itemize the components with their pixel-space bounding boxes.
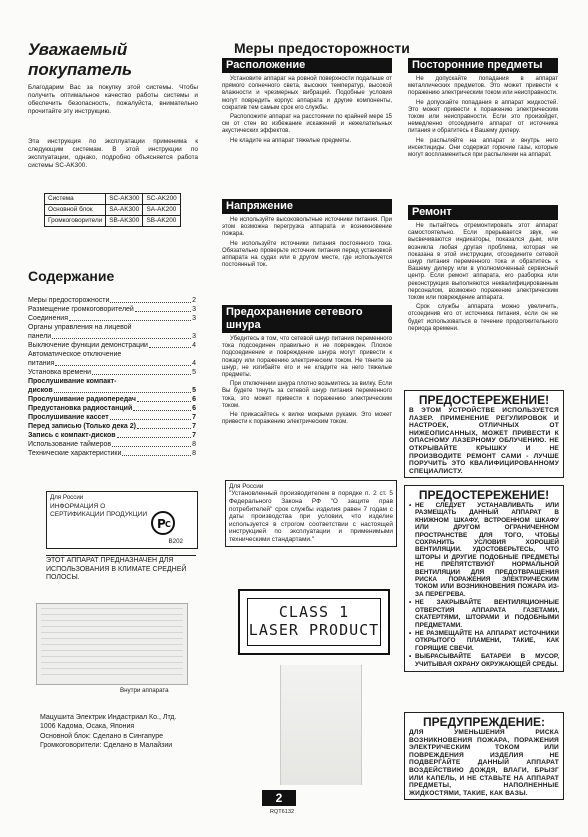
caution-ventilation-item: [409, 653, 559, 668]
maker-line: 1006 Кадома, Осака, Япония: [40, 723, 135, 731]
caution-laser-box: [404, 390, 564, 478]
toc-item: [28, 386, 196, 395]
repair-section: [408, 205, 558, 335]
models-table-wrap: [44, 193, 181, 227]
intro-text-2: Эта инструкция по эксплуатации применима к следующим системам. В этой инструкции по эксплуатации, однако, подробно объясняется работа системы SC-AK300.: [28, 138, 198, 169]
toc-leader: [117, 431, 192, 438]
toc-item: [28, 377, 196, 386]
caution-ventilation-item-text: НЕ СЛЕДУЕТ УСТАНАВЛИВАТЬ ИЛИ РАЗМЕЩАТЬ ДАННЫЙ АППАРАТ В КНИЖНОМ ШКАФУ, ВСТРОЕННОМ ШКАФУ ИЛИ ДРУГОМ ОГРАНИЧЕННОМ ПРОСТРАНСТВЕ ДЛЯ ТОГО, ЧТОБЫ СОХРАНИТЬ УСЛОВИЯ ХОРОШЕЙ ВЕНТИЛЯЦИИ. УДОСТОВЕРЬТЕСЬ, ЧТО ШТОРЫ И ДРУГИЕ ПОДОБНЫЕ ПРЕДМЕТЫ НЕ ПРЕПЯТСТВУЮТ НОРМАЛЬНОЙ ВЕНТИЛЯЦИИ ДЛЯ ПРЕДОТВРАЩЕНИЯ РИСКА ПОРАЖЕНИЯ ЭЛЕКТРИЧЕСКИМ ТОКОМ ИЛИ ВОЗНИКНОВЕНИЯ ПОЖАРА ИЗ-ЗА ПЕРЕГРЕВА.: [415, 502, 559, 598]
toc-list: [28, 296, 196, 458]
toc-item-page: 3: [192, 306, 196, 313]
caution-ventilation-item: [409, 599, 559, 629]
toc-item-label: Органы управления на лицевой: [28, 324, 132, 331]
russia-box-header: Для России: [229, 483, 264, 490]
toc-leader: [92, 368, 191, 375]
caution-ventilation-title: ПРЕДОСТЕРЕЖЕНИЕ!: [418, 488, 550, 502]
models-table: [44, 193, 181, 227]
toc-item-page: 5: [192, 387, 196, 394]
models-table-cell: SA-AK300: [106, 205, 143, 216]
toc-item: [28, 395, 196, 404]
maker-line: Мацушита Электрик Индастриал Ко., Лтд.: [40, 714, 177, 721]
toc-item-page: 5: [192, 369, 196, 376]
caution-laser-text: В ЭТОМ УСТРОЙСТВЕ ИСПОЛЬЗУЕТСЯ ЛАЗЕР. ПРИМЕНЕНИЕ РЕГУЛИРОВОК И НАСТРОЕК, ОТЛИЧНЫХ ОТ НИЖЕОПИСАННЫХ, МОЖЕТ ПРИВЕСТИ К ОПАСНОМУ ЛАЗЕРНОМУ ОБЛУЧЕНИЮ. НЕ ОТКРЫВАЙТЕ КРЫШКУ И НЕ ПРОИЗВОДИТЕ РЕМОНТ САМИ - ЛУЧШЕ ПОРУЧИТЬ ЭТО КВАЛИФИЦИРОВАННОМУ СПЕЦИАЛИСТУ.: [409, 407, 559, 475]
models-table-cell: Основной блок: [45, 205, 106, 216]
repair-heading: Ремонт: [408, 205, 558, 220]
foreign-section: [408, 58, 558, 161]
toc-item: [28, 359, 196, 368]
voltage-section: [222, 199, 392, 271]
svg-text:P: P: [157, 517, 166, 531]
cert-header: Для России: [50, 494, 84, 501]
placement-paragraph: Установите аппарат на ровной поверхности подальше от прямого солнечного света, высоких температур, высокой влажности и чрезмерных вибраций. Подобные условия могут повредить корпус аппарата и другие компоненты, сократив тем самым срок его службы.: [222, 76, 392, 111]
caution-laser-title: ПРЕДОСТЕРЕЖЕНИЕ!: [418, 393, 550, 407]
toc-item-page: 2: [192, 297, 196, 304]
maker-line: Громкоговорители: Сделано в Малайзии: [40, 742, 173, 750]
toc-item: [28, 422, 196, 431]
models-table-cell: Система: [45, 194, 106, 205]
toc-item-page: 6: [192, 405, 196, 412]
toc-leader: [149, 341, 191, 348]
toc-item-page: 6: [192, 396, 196, 403]
toc-item-page: 3: [192, 333, 196, 340]
toc-leader: [137, 395, 191, 402]
toc-leader: [69, 314, 191, 321]
toc-title: Содержание: [28, 268, 115, 284]
cord-paragraph: При отключении шнура плотно возьмитесь за вилку. Если Вы будете тянуть за сетевой шнур питания переменного тока, это может привести к поражению электрическим током.: [222, 381, 392, 409]
caution-ventilation-item-text: НЕ РАЗМЕЩАЙТЕ НА АППАРАТ ИСТОЧНИКИ ОТКРЫТОГО ПЛАМЕНИ, ТАКИЕ, КАК ГОРЯЩИЕ СВЕЧИ.: [415, 629, 559, 652]
page-title: Меры предосторожности: [234, 40, 410, 56]
voltage-paragraph: Не используйте высоковольтные источники питания. При этом возможна перегрузка аппарата и возникновение пожара.: [222, 217, 392, 238]
laser-product-label: [238, 589, 390, 655]
placement-paragraph: Не кладите на аппарат тяжелые предметы.: [230, 137, 352, 144]
models-table-cell: SB-AK200: [143, 216, 180, 227]
foreign-paragraph: Не допускайте попадания в аппарат металлических предметов. Это может привести к поражению электрическим током или неисправности.: [408, 76, 558, 97]
warning-box: [404, 712, 564, 800]
cert-mark-code: В202: [168, 537, 183, 545]
bullet-icon: •: [409, 599, 412, 607]
toc-item-page: 7: [192, 423, 196, 430]
toc-item: [28, 296, 196, 305]
inside-label: Внутри аппарата: [120, 687, 169, 694]
toc-item: [28, 305, 196, 314]
page-code: RQT6132: [269, 809, 295, 815]
climate-note: ЭТОТ АППАРАТ ПРЕДНАЗНАЧЕН ДЛЯ ИСПОЛЬЗОВАНИЯ В КЛИМАТЕ СРЕДНЕЙ ПОЛОСЫ.: [46, 555, 196, 583]
toc-item-page: 4: [192, 360, 196, 367]
toc-item-label: Установка времени: [28, 369, 92, 376]
models-table-cell: SC-AK300: [106, 194, 143, 205]
toc-item: [28, 314, 196, 323]
toc-item-label: Прослушивание компакт-: [28, 378, 117, 385]
intro-text: Благодарим Вас за покупку этой системы. Чтобы получить оптимальное качество работы системы и обеспечить безопасность, пожалуйста, внимательно прочитайте эту инструкцию.: [28, 84, 198, 115]
warning-title: ПРЕДУПРЕЖДЕНИЕ:: [422, 715, 546, 729]
caution-ventilation-box: [404, 485, 564, 672]
toc-item-label: дисков: [28, 387, 53, 394]
certification-mark-icon: [149, 510, 179, 536]
foreign-heading: Посторонние предметы: [408, 58, 558, 73]
toc-item-page: 8: [192, 441, 196, 448]
cord-paragraph: Убедитесь в том, что сетевой шнур питания переменного тока подсоединен правильно и не поврежден. Плохое подсоединение и повреждение шнура могут привести к пожару или поражению электрическим током. Не тяните за шнур, не изгибайте его и не кладите на него тяжелые предметы.: [222, 336, 392, 379]
toc-item: [28, 341, 196, 350]
bullet-icon: •: [409, 502, 412, 509]
greeting-title: Уважаемый покупатель: [28, 40, 133, 79]
placement-paragraph: Расположите аппарат на расстоянии по крайней мере 15 см от стен во избежание искажений и нежелательных акустических эффектов.: [222, 114, 392, 135]
russia-box-text: "Установленный производителем в порядке п. 2 ст. 5 Федерального Закона РФ "О защите прав потребителей" срок службы изделия равен 7 годам с даты производства при условии, что изделие используется в строгом соответствии с настоящей инструкцией по эксплуатации и применимыми техническими стандартами.": [229, 490, 393, 543]
models-table-cell: SA-AK200: [143, 205, 180, 216]
svg-text:C: C: [165, 520, 171, 529]
caution-ventilation-item: [409, 502, 559, 598]
laser-label-image: [36, 603, 188, 685]
foreign-paragraph: Не распыляйте на аппарат и внутрь него инсектициды. Они содержат горючие газы, которые могут воспламениться при распылении на аппарат.: [408, 137, 558, 159]
maker-info: [40, 713, 200, 751]
placement-section: [222, 58, 392, 147]
toc-item-label: Выключение функции демонстрации: [28, 342, 148, 349]
toc-item-page: 7: [192, 432, 196, 439]
toc-item-page: 8: [192, 450, 196, 457]
models-table-cell: SC-AK200: [143, 194, 180, 205]
toc-leader: [137, 422, 191, 429]
models-table-row: [45, 205, 181, 216]
russia-box: [225, 480, 397, 547]
bullet-icon: •: [409, 629, 412, 637]
cord-section: [222, 305, 392, 428]
toc-item-label: Автоматическое отключение: [28, 351, 122, 358]
warning-text: ДЛЯ УМЕНЬШЕНИЯ РИСКА ВОЗНИКНОВЕНИЯ ПОЖАРА, ПОРАЖЕНИЯ ЭЛЕКТРИЧЕСКИМ ТОКОМ ИЛИ ПОВРЕЖДЕНИЯ ИЗДЕЛИЯ НЕ ПОДВЕРГАЙТЕ ДАННЫЙ АППАРАТ ВОЗДЕЙСТВИЮ ДОЖДЯ, ВЛАГИ, БРЫЗГ ИЛИ КАПЕЛЬ, И НЕ СТАВЬТЕ НА АППАРАТ ПРЕДМЕТЫ, НАПОЛНЕННЫЕ ЖИДКОСТЯМИ, ТАКИЕ, КАК ВАЗЫ.: [409, 729, 559, 797]
cord-heading: Предохранение сетевого шнура: [222, 305, 392, 333]
laser-label-line2: LASER PRODUCT: [248, 621, 380, 639]
toc-item-label: Запись с компакт-дисков: [28, 432, 116, 439]
toc-item-label: Соединения: [28, 315, 69, 322]
maker-line: Основной блок: Сделано в Сингапуре: [40, 732, 164, 740]
models-table-cell: Громкоговорители: [45, 216, 106, 227]
toc-item: [28, 323, 196, 332]
voltage-heading: Напряжение: [222, 199, 392, 214]
repair-paragraph: Срок службы аппарата можно увеличить, отсоединив его от источника питания, если он не будет использоваться в течение продолжительного периода времени.: [408, 304, 558, 332]
toc-leader: [135, 305, 191, 312]
toc-item-label: Предустановка радиостанций: [28, 405, 133, 412]
toc-leader: [110, 413, 191, 420]
toc-leader: [122, 449, 191, 456]
bullet-icon: •: [409, 653, 412, 661]
toc-item-label: питания: [28, 360, 55, 367]
toc-item-page: 4: [192, 342, 196, 349]
toc-item: [28, 350, 196, 359]
toc-item-page: 3: [192, 315, 196, 322]
toc-leader: [110, 296, 191, 303]
placement-heading: Расположение: [222, 58, 392, 73]
laser-label-line1: CLASS 1: [278, 603, 350, 621]
toc-leader: [112, 440, 191, 447]
toc-item-label: Прослушивание кассет: [28, 414, 109, 421]
toc-item-label: Использование таймеров: [28, 441, 112, 448]
cert-box: [46, 491, 198, 549]
toc-leader: [54, 386, 191, 393]
toc-item-page: 7: [192, 414, 196, 421]
toc-item-label: Меры предосторожности: [28, 297, 110, 304]
toc-item: [28, 440, 196, 449]
cert-text: ИНФОРМАЦИЯ О СЕРТИФИКАЦИИ ПРОДУКЦИИ: [50, 503, 148, 519]
cord-paragraph: Не прикасайтесь к вилке мокрыми руками. Это может привести к поражению электрическим током.: [222, 412, 392, 426]
models-table-row: [45, 216, 181, 227]
toc-item-label: Прослушивание радиопередач: [28, 396, 136, 403]
toc-leader: [55, 359, 191, 366]
toc-item: [28, 413, 196, 422]
page-number: 2: [262, 790, 296, 806]
toc-item-label: Размещение громкоговорителей: [28, 306, 134, 313]
voltage-paragraph: Не используйте источники питания постоянного тока. Обязательно проверьте источник питания перед установкой аппарата на судах или в другом месте, где используется постоянный ток.: [222, 240, 392, 269]
toc-item: [28, 404, 196, 413]
caution-ventilation-item: [409, 630, 559, 652]
models-table-row: [45, 194, 181, 205]
toc-item: [28, 449, 196, 458]
toc-item-label: Перед записью (Только дека 2): [28, 423, 136, 430]
toc-item-label: панели: [28, 333, 52, 340]
foreign-paragraph: Не допускайте попадания в аппарат жидкостей. Это может привести к поражению электрическим током или неисправности. Если это произойдет, немедленно отсоедините аппарат от источника питания и обратитесь к Вашему дилеру.: [408, 99, 558, 135]
toc-item: [28, 332, 196, 341]
repair-paragraph: Не пытайтесь отремонтировать этот аппарат самостоятельно. Если прерывается звук, не высвечиваются индикаторы, показался дым, или возникла любая другая проблема, которая не показана в этой инструкции, отсоедините сетевой шнур питания переменного тока и обратитесь к Вашему дилеру или в уполномоченный сервисный центр. Если ремонт аппарата, его разборка или реконструкция выполняются неквалифицированным персоналом, возможно поражение электрическим током или повреждение аппарата.: [408, 223, 558, 302]
toc-leader: [133, 404, 191, 411]
models-table-cell: SB-AK300: [106, 216, 143, 227]
caution-ventilation-item-text: ВЫБРАСЫВАЙТЕ БАТАРЕИ В МУСОР, УЧИТЫВАЯ ОХРАНУ ОКРУЖАЮЩЕЙ СРЕДЫ.: [415, 653, 559, 668]
toc-item: [28, 368, 196, 377]
device-photo: [280, 665, 362, 785]
toc-item: [28, 431, 196, 440]
toc-leader: [52, 332, 191, 339]
toc-item-label: Технические характеристики: [28, 450, 122, 457]
caution-ventilation-item-text: НЕ ЗАКРЫВАЙТЕ ВЕНТИЛЯЦИОННЫЕ ОТВЕРСТИЯ АППАРАТА ГАЗЕТАМИ, СКАТЕРТЯМИ, ШТОРАМИ И ПОДОБНЫМИ ПРЕДМЕТАМИ.: [415, 599, 559, 629]
